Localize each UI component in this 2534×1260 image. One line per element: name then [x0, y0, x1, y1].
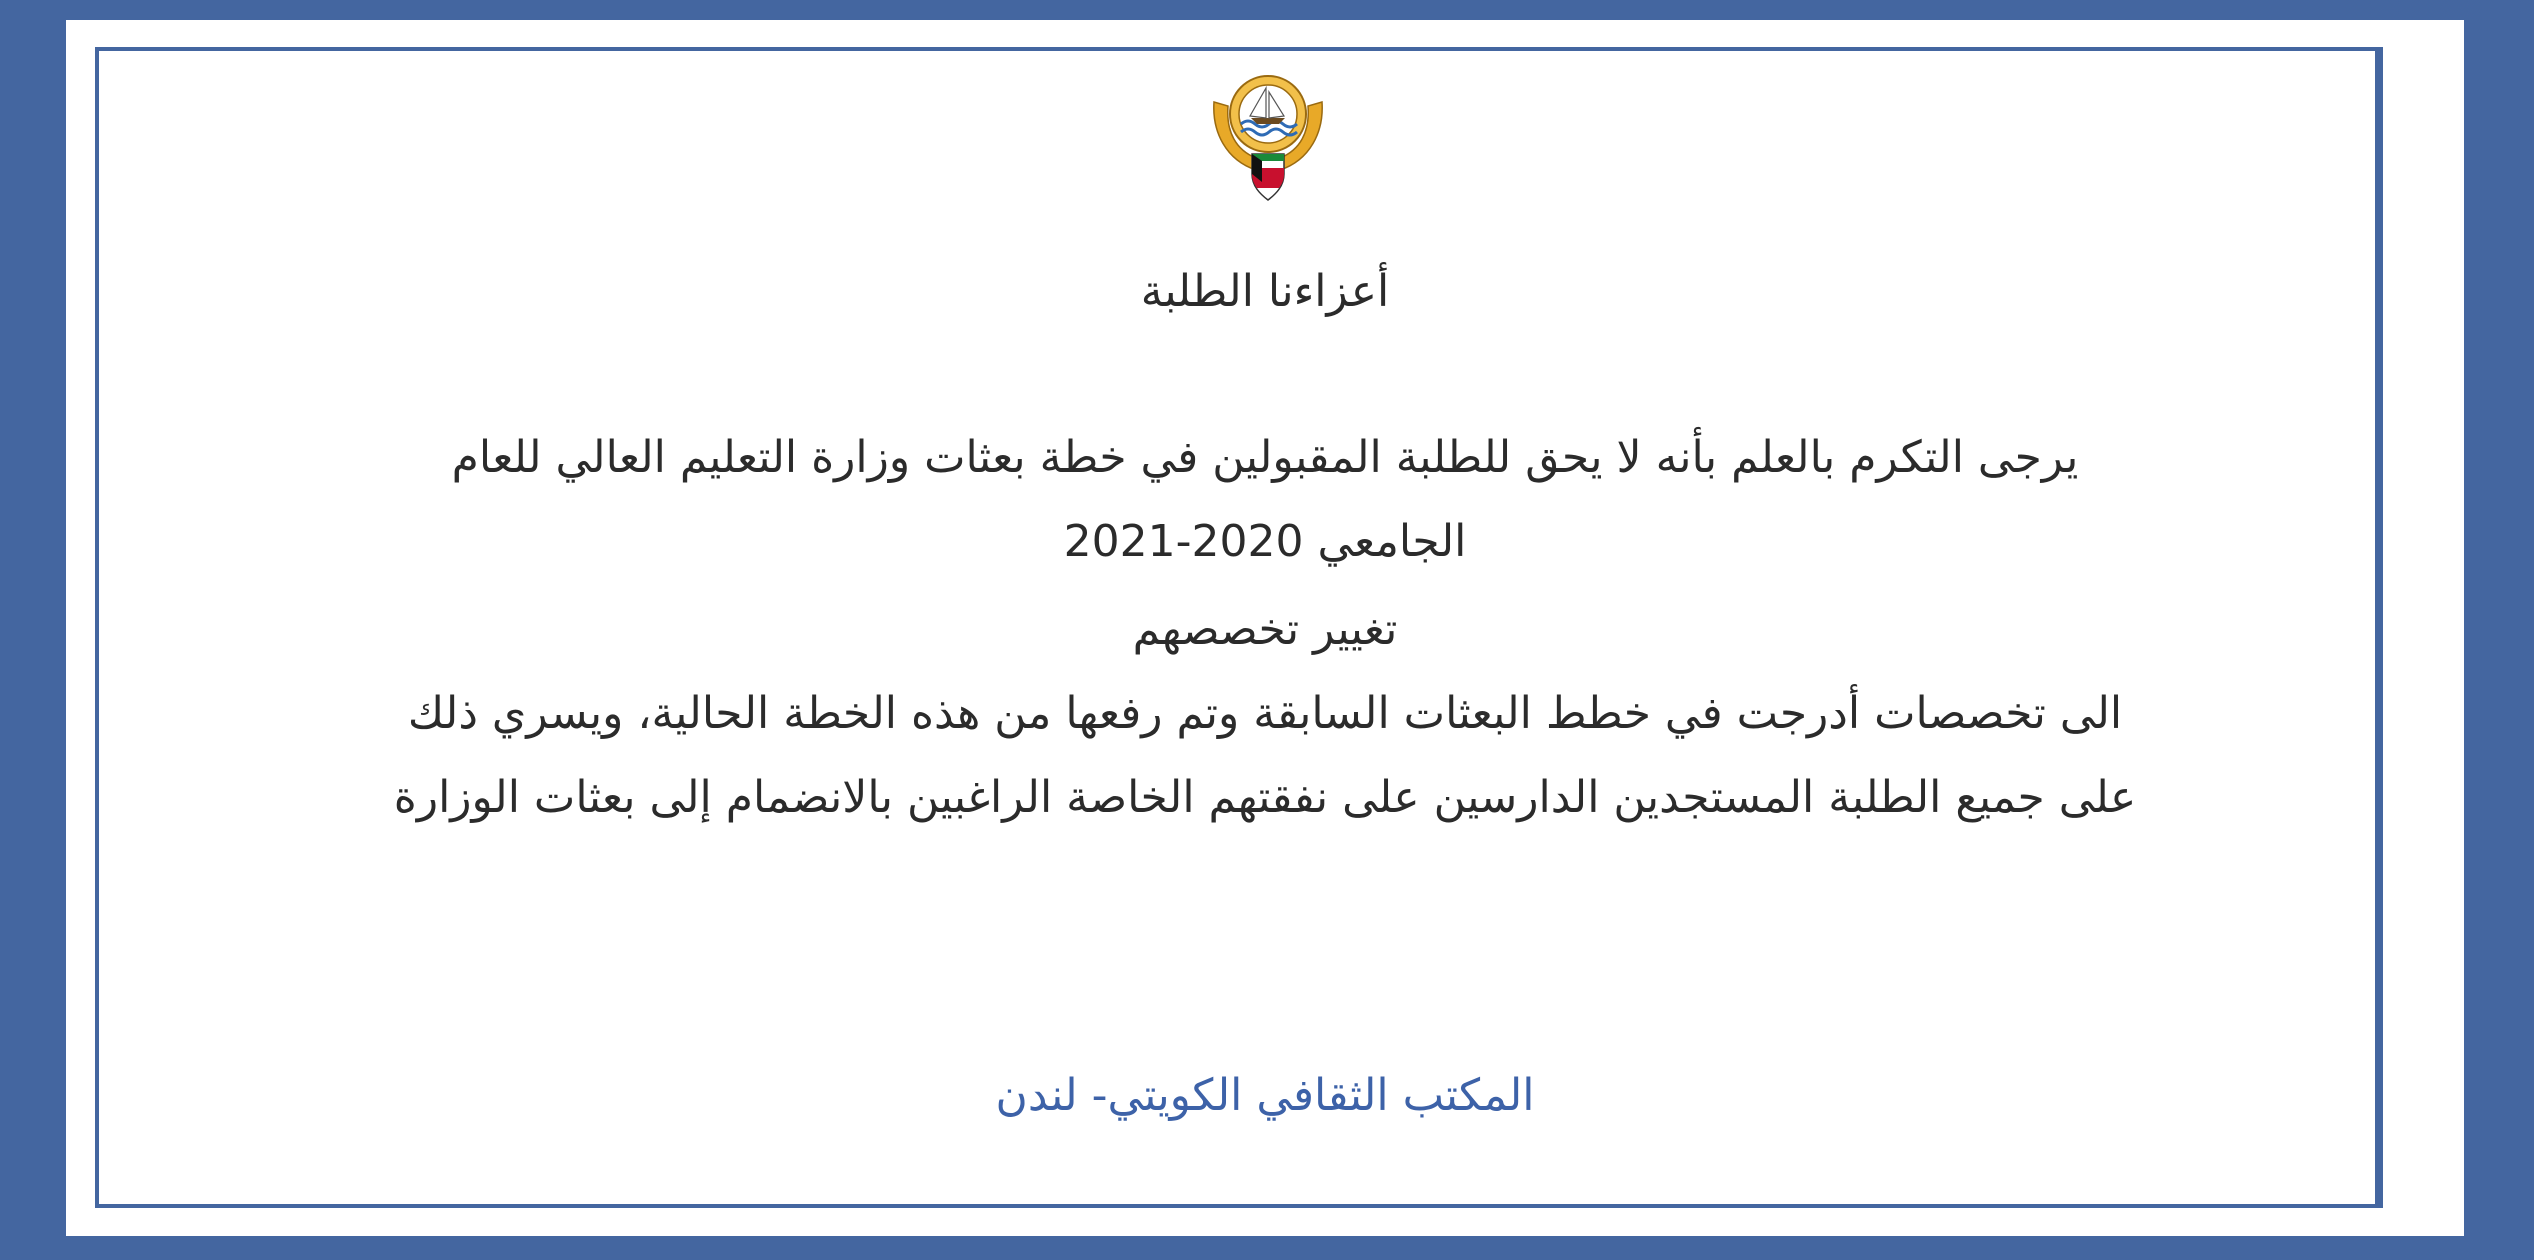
footer-signature: المكتب الثقافي الكويتي- لندن: [995, 1070, 1535, 1121]
kuwait-state-emblem-icon: [1206, 62, 1330, 202]
notice-line-2: الجامعي 2020-2021: [1063, 516, 1467, 567]
notice-page: [66, 20, 2464, 1236]
notice-line-5: على جميع الطلبة المستجدين الدارسين على نفقتهم الخاصة الراغبين بالانضمام إلى بعثات الوزارة: [393, 772, 2137, 823]
notice-line-3: تغيير تخصصهم: [1132, 604, 1398, 655]
notice-line-1: يرجى التكرم بالعلم بأنه لا يحق للطلبة المقبولين في خطة بعثات وزارة التعليم العالي للعام: [451, 432, 2079, 483]
notice-line-4: الى تخصصات أدرجت في خطط البعثات السابقة وتم رفعها من هذه الخطة الحالية، ويسري ذلك: [407, 688, 2123, 739]
notice-greeting: أعزاءنا الطلبة: [1140, 266, 1390, 317]
